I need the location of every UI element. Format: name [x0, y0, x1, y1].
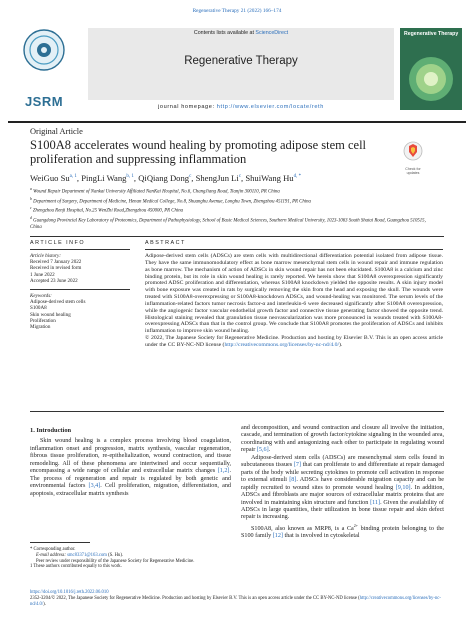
article-info-heading: ARTICLE INFO	[30, 240, 86, 246]
citation-link[interactable]: [7]	[293, 462, 302, 469]
info-divider	[30, 289, 130, 290]
author-name[interactable]: PingLi Wang	[81, 173, 127, 183]
intro-paragraph: S100A8, also known as MRP8, is a $Ca^{2+}$ binding protein belonging to the S100 family [12] that is involved in cytoskeletal	[241, 522, 444, 540]
author-affiliation-mark[interactable]: c	[238, 174, 242, 180]
affiliations	[30, 186, 430, 231]
affiliation-line	[30, 215, 430, 231]
article-title: S100A8 accelerates wound healing by promoting adipose stem cell proliferation and suppressing inflammation	[30, 138, 367, 166]
citation-link[interactable]: [8]	[289, 477, 297, 484]
keywords-list	[30, 299, 130, 330]
corresponding-author-note: * Corresponding author.	[30, 547, 76, 552]
citation-link[interactable]: [9,10]	[395, 484, 411, 491]
affiliation-text: Department of Surgery, Department of Medicine, Henan Medical College, No.8, Shuanghu Avenue, Longhu Town, Zhengzhou 451191, PR China	[33, 199, 311, 205]
equal-contribution-note: 1 These authors contributed equally to this work.	[30, 564, 122, 570]
affiliation-line	[30, 196, 430, 206]
check-updates-label: Check for updates	[405, 167, 421, 175]
journal-homepage: journal homepage: http://www.elsevier.com/locate/reth	[158, 104, 324, 110]
author-separator: ,	[191, 173, 196, 183]
cover-title: Regenerative Therapy	[404, 31, 459, 37]
journal-citation: Regenerative Therapy 21 (2022) 166–174	[192, 8, 282, 14]
affiliation-line	[30, 205, 430, 215]
abstract	[145, 253, 443, 349]
header-rule	[8, 121, 466, 123]
keyword-item: Migration	[30, 324, 51, 331]
citation-link[interactable]: [1,2]	[217, 468, 230, 475]
author-name[interactable]: ShuiWang Hu	[245, 173, 294, 183]
history-item: Received in revised form	[30, 265, 82, 272]
divider-rule	[30, 236, 444, 237]
intro-paragraph: Skin wound healing is a complex process involving blood coagulation, inflammation onset and progression, matrix synthesis, vascular regeneration, fibrous tissue proliferation, re-epithelialization, wound contraction, and tissue remodeling. All of these phenomena are intertwined and occur sequentially, encompassing a wide range of cellular and extracellular matrix changes [1,2]. The process of regeneration and repair is regulated by both genetic and environmental factors [3,4]. Cell proliferation, migration, differentiation, and apoptosis, extracellular matrix synthesis	[30, 438, 231, 497]
abstract-heading: ABSTRACT	[145, 240, 186, 246]
page-footer	[30, 590, 450, 607]
author-name[interactable]: WeiGuo Su	[30, 173, 70, 183]
sciencedirect-link[interactable]: ScienceDirect	[255, 30, 289, 36]
abstract-copyright: © 2022, The Japanese Society for Regenerative Medicine. Production and hosting by Elsevier B.V. This is an open access article under the CC BY-NC-ND license (http://creativecommons.org/licenses/by-nc-nd/4.0/).	[145, 335, 443, 348]
affiliation-mark: d	[30, 216, 32, 221]
author-separator: ,	[76, 173, 82, 183]
jsrm-emblem-icon	[22, 28, 66, 72]
doi-link[interactable]: https://doi.org/10.1016/j.reth.2022.06.010	[30, 590, 109, 595]
license-link[interactable]: http://creativecommons.org/licenses/by-nc-nd/4.0/	[224, 341, 340, 348]
license-statement: 2352-3204/© 2022, The Japanese Society for Regenerative Medicine. Production and hosting by Elsevier B.V. This is an open access article under the CC BY-NC-ND license (http://creativecommons.org/licenses/by-nc-nd/4.0/).	[30, 595, 441, 607]
author-name[interactable]: ShengJun Li	[195, 173, 239, 183]
intro-right-column	[241, 425, 444, 541]
affiliation-text: Guangdong Provincial Key Laboratory of Proteomics, Department of Pathophysiology, School of Basic Medical Sciences, Southern Medical University, 1023-1063 South Shatai Road, Guangzhou 510515, China	[30, 218, 426, 230]
info-heading-rule	[30, 249, 130, 250]
author-affiliation-mark[interactable]: a, 1	[69, 174, 77, 180]
jsrm-logo	[18, 28, 70, 118]
citation-link[interactable]: [11]	[370, 499, 381, 506]
history-label: Article history:	[30, 253, 61, 259]
citation-link[interactable]: [3,4]	[88, 483, 101, 490]
homepage-link[interactable]: http://www.elsevier.com/locate/reth	[216, 104, 324, 110]
affiliation-text: Zhengzhou Renji Hospital, No.25 WenZhi Road,Zhengzhou 450000, PR China	[32, 208, 184, 214]
keyword-item: Skin wound healing	[30, 311, 71, 318]
affiliation-mark: a	[30, 187, 32, 191]
cover-art-icon	[406, 54, 456, 104]
history-item: 1 June 2022	[30, 271, 55, 278]
affiliation-mark: b	[30, 196, 32, 201]
author-affiliation-mark[interactable]: b, 1	[126, 174, 134, 180]
peer-review-note: Peer review under responsibility of the Japanese Society for Regenerative Medicine.	[36, 558, 195, 564]
history-item: Accepted 23 June 2022	[30, 277, 78, 284]
email-note: E-mail address: smc83371@163.com (S. Hu).	[36, 552, 124, 558]
journal-cover-image	[400, 28, 462, 110]
author-separator: ,	[133, 173, 139, 183]
article-info	[30, 253, 130, 330]
abstract-text: Adipose-derived stem cells (ADSCs) are stem cells with multidirectional differentiation potential isolated from adipose tissue. They have the same immunomodulatory effect as bone marrow mesenchymal stem cells in wound repair and immune regulation as bone marrow. The mechanism of action of ADSCs in skin wound repair has not been elucidated. S100A8 is a calcium and zinc binding protein, but its role in skin wound healing is rarely reported. We herein show that S100A8 overexpression significantly promoted ADSC proliferation and differentiation, whereas S100A8 knockdown yielded the opposite results. A skin injury model with bone exposure was created in rats by surgically removing the skin from the head and exposing the skull. The wounds were treated with S100A8-overexpressing or S100A8-knockdown ADSCs, and wound-healing was monitored. The serum levels of the inflammation-related factors tumor necrosis factor-α and interleukin-6 were decreased significantly after S100A8 overexpression, while the angiogenic factor vascular endothelial growth factor and connective tissue generating factor showed the opposite trend. Histological staining revealed that granulation tissue neovascularization was more pronounced in wounds treated with S100A8-overexpressing ADSCs than that in the control group. We conclude that S100A8 promotes the proliferation of ADSCs and inhibits inflammation to improve skin wound healing.	[145, 253, 443, 335]
author-affiliation-mark[interactable]: d, *	[293, 174, 302, 180]
journal-title: Regenerative Therapy	[184, 55, 298, 67]
keywords-label: Keywords:	[30, 293, 52, 300]
keyword-item: S100A8	[30, 305, 47, 312]
abstract-heading-rule	[145, 249, 443, 250]
author-affiliation-mark[interactable]: c	[189, 174, 192, 180]
intro-left-column	[30, 427, 231, 498]
citation-link[interactable]: [5,6]	[256, 447, 269, 454]
footer-license-link[interactable]: http://creativecommons.org/licenses/by-nc-nd/4.0/	[30, 595, 441, 607]
history-list	[30, 259, 130, 284]
footnote-rule	[30, 542, 90, 543]
intro-paragraph: Adipose-derived stem cells (ADSCs) are mesenchymal stem cells found in subcutaneous tissues [7] that can proliferate to and differentiate at repair damaged parts of the body while secreting cytokines to promote cell activation in response to external stimuli [8]. ADSCs have considerable migration capacity and can be rapidly recruited to wound sites to promote wound healing [9,10]. In addition, ADSCs and fibroblasts are major sources of extracellular matrix proteins that are involved in maintaining skin structure and function [11]. Given the availability of ADSCs in large quantities, their utilization in bone tissue repair and skin defect repair is increasing.	[241, 454, 445, 521]
keyword-item: Proliferation	[30, 317, 56, 324]
author-name[interactable]: QiQiang Dong	[138, 173, 190, 183]
keyword-item: Adipose-derived stem cells	[30, 299, 86, 306]
article-type: Original Article	[30, 127, 83, 136]
jsrm-logo-text: JSRM	[24, 94, 64, 109]
check-updates-icon	[403, 141, 423, 161]
footnotes	[30, 547, 230, 570]
journal-header	[8, 22, 466, 122]
intro-paragraph: and decomposition, and wound contraction and closure all involve the initiation, cascade, and termination of growth factor/cytokine signaling in the wounded area, coordinating with and antagonizing each other to participate in regulating wound repair [5,6].	[241, 425, 444, 454]
affiliation-text: Wound Repair Department of Nankai University Affiliated NanKai Hospital, No.6, ChangJiang Road, Tianjin 300110, PR China	[33, 189, 280, 195]
contents-line: Contents lists available at ScienceDirect	[193, 30, 289, 36]
author-list	[30, 173, 450, 183]
email-link[interactable]: smc83371@163.com	[67, 552, 107, 558]
check-for-updates-button[interactable]	[401, 141, 425, 175]
author-separator: ,	[241, 173, 246, 183]
abstract-bottom-rule	[30, 411, 444, 412]
section-heading-introduction: 1. Introduction	[30, 427, 72, 434]
journal-banner	[88, 28, 394, 100]
citation-link[interactable]: [12]	[272, 533, 283, 540]
affiliation-line	[30, 186, 430, 196]
history-item: Received 7 January 2022	[30, 259, 82, 266]
affiliation-mark: c	[30, 206, 32, 211]
